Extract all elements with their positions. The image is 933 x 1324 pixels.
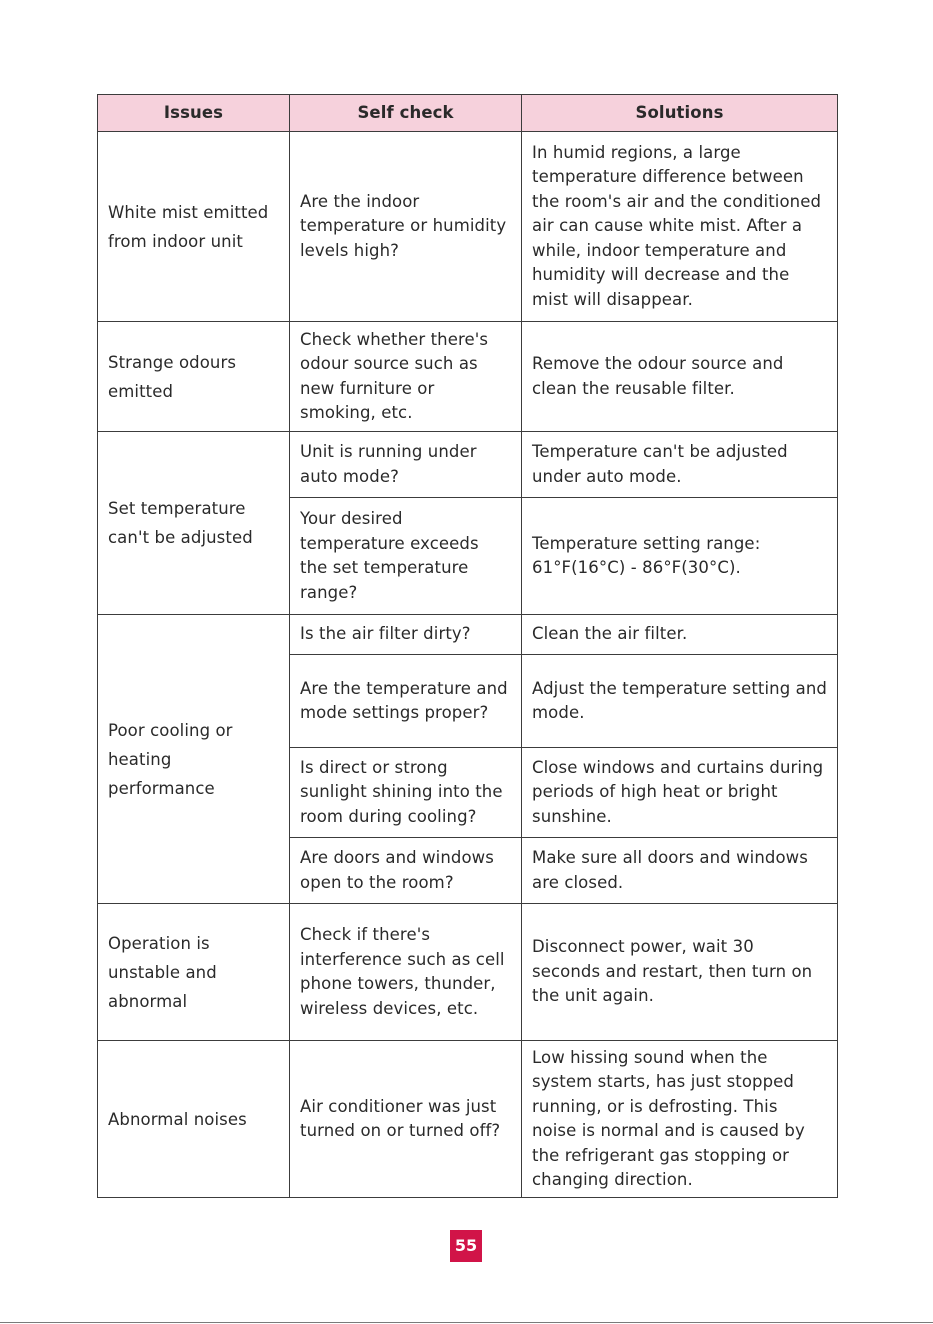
self-check-cell: Air conditioner was just turned on or turned off? xyxy=(290,1041,522,1198)
self-check-cell: Are the indoor temperature or humidity levels high? xyxy=(290,132,522,322)
solution-cell: Clean the air filter. xyxy=(522,615,838,655)
self-check-cell: Are doors and windows open to the room? xyxy=(290,838,522,904)
issue-cell: Abnormal noises xyxy=(98,1041,290,1198)
table-row xyxy=(98,432,838,498)
solution-cell: In humid regions, a large temperature difference between the room's air and the conditioned air can cause white mist. After a while, indoor temperature and humidity will decrease and the mist will disappear. xyxy=(522,132,838,322)
self-check-cell: Unit is running under auto mode? xyxy=(290,432,522,498)
table-row xyxy=(98,615,838,655)
issue-cell: Strange odours emitted xyxy=(98,322,290,432)
solution-cell: Low hissing sound when the system starts, has just stopped running, or is defrosting. This noise is normal and is caused by the refrigerant gas stopping or changing direction. xyxy=(522,1041,838,1198)
solution-cell: Close windows and curtains during periods of high heat or bright sunshine. xyxy=(522,748,838,838)
issue-cell: Poor cooling or heating performance xyxy=(98,615,290,904)
self-check-cell: Check whether there's odour source such as new furniture or smoking, etc. xyxy=(290,322,522,432)
troubleshooting-table xyxy=(97,94,838,1198)
header-solutions: Solutions xyxy=(522,95,838,132)
header-issues: Issues xyxy=(98,95,290,132)
table-row xyxy=(98,1041,838,1198)
self-check-cell: Is direct or strong sunlight shining into the room during cooling? xyxy=(290,748,522,838)
header-self-check: Self check xyxy=(290,95,522,132)
bottom-divider xyxy=(0,1322,933,1323)
table-header-row xyxy=(98,95,838,132)
self-check-cell: Check if there's interference such as cell phone towers, thunder, wireless devices, etc. xyxy=(290,904,522,1041)
table-row xyxy=(98,904,838,1041)
issue-cell: Operation is unstable and abnormal xyxy=(98,904,290,1041)
page-number-badge: 55 xyxy=(450,1230,482,1262)
table-row xyxy=(98,322,838,432)
solution-cell: Disconnect power, wait 30 seconds and restart, then turn on the unit again. xyxy=(522,904,838,1041)
self-check-cell: Are the temperature and mode settings proper? xyxy=(290,655,522,748)
issue-cell: White mist emitted from indoor unit xyxy=(98,132,290,322)
solution-cell: Adjust the temperature setting and mode. xyxy=(522,655,838,748)
table-row xyxy=(98,132,838,322)
issue-cell: Set temperature can't be adjusted xyxy=(98,432,290,615)
self-check-cell: Is the air filter dirty? xyxy=(290,615,522,655)
solution-cell: Temperature setting range: 61°F(16°C) - 86°F(30°C). xyxy=(522,498,838,615)
solution-cell: Temperature can't be adjusted under auto mode. xyxy=(522,432,838,498)
solution-cell: Remove the odour source and clean the reusable filter. xyxy=(522,322,838,432)
solution-cell: Make sure all doors and windows are closed. xyxy=(522,838,838,904)
self-check-cell: Your desired temperature exceeds the set temperature range? xyxy=(290,498,522,615)
